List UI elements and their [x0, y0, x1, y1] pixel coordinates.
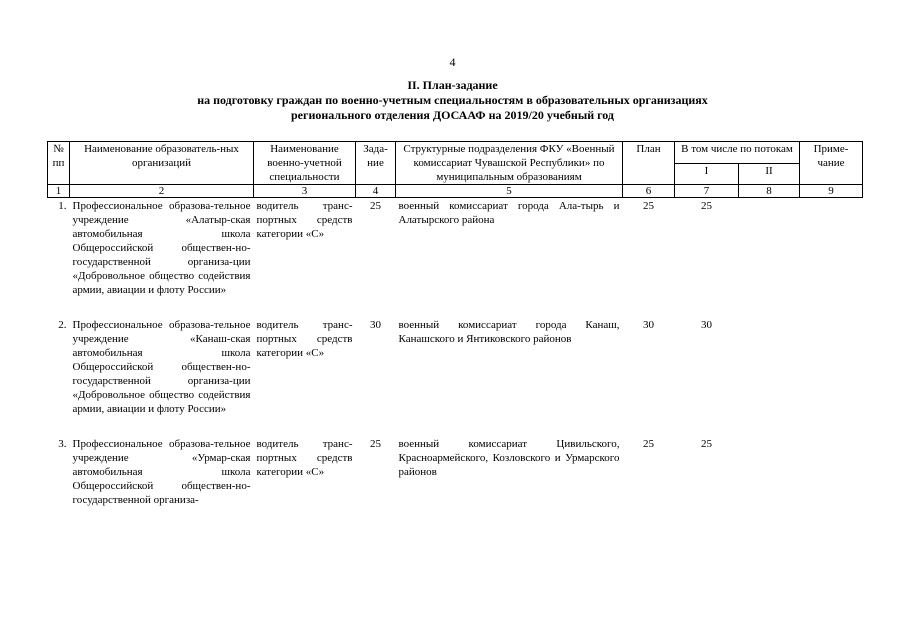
row-stream-1: 25: [701, 438, 712, 450]
header-stream-2: II: [739, 163, 800, 185]
row-struct: военный комиссариат Цивильского, Красноармейского, Козловского и Урмарского районов: [398, 438, 620, 478]
row-plan: 25: [643, 438, 654, 450]
column-number: 6: [623, 185, 675, 198]
column-number: 4: [356, 185, 396, 198]
header-num: № пп: [48, 142, 70, 185]
document-title: [0, 78, 905, 123]
header-plan: План: [623, 142, 675, 185]
column-number: 7: [675, 185, 739, 198]
row-plan: 30: [643, 319, 654, 331]
table-header: [48, 142, 863, 185]
header-stream-1: I: [675, 163, 739, 185]
title-line-2: на подготовку граждан по военно-учетным специальностям в образовательных организациях: [197, 93, 708, 107]
column-number: 1: [48, 185, 70, 198]
row-task: 25: [370, 438, 381, 450]
row-num: 1.: [58, 200, 67, 212]
row-org: Профессиональное образова-тельное учреждение «Алатыр-ская автомобильная школа Общероссийской обществен-но-государственной организа-ции «Добровольное общество содействия армии, авиации и флоту России»: [72, 200, 251, 296]
header-task: Зада-ние: [356, 142, 396, 185]
column-number: 5: [396, 185, 623, 198]
column-number: 2: [70, 185, 254, 198]
header-org: Наименование образователь-ных организаций: [70, 142, 254, 185]
column-number: 3: [254, 185, 356, 198]
row-spec: водитель транс-портных средств категории «С»: [256, 200, 353, 240]
row-num: 2.: [58, 319, 67, 331]
row-note: [800, 436, 863, 507]
row-spec: водитель транс-портных средств категории «С»: [256, 319, 353, 359]
plan-table: [47, 141, 863, 507]
column-numbers-row: [48, 185, 863, 198]
row-task: 30: [370, 319, 381, 331]
row-spec: водитель транс-портных средств категории «С»: [256, 438, 353, 478]
header-streams: В том числе по потокам: [675, 142, 800, 164]
column-number: 9: [800, 185, 863, 198]
header-spec: Наименование военно-учетной специальности: [254, 142, 356, 185]
table-row: [48, 317, 863, 416]
header-note: Приме-чание: [800, 142, 863, 185]
row-num: 3.: [58, 438, 67, 450]
row-stream-2: [739, 436, 800, 507]
row-plan: 25: [643, 200, 654, 212]
row-struct: военный комиссариат города Канаш, Канашского и Янтиковского районов: [398, 319, 620, 345]
column-number: 8: [739, 185, 800, 198]
header-struct: Структурные подразделения ФКУ «Военный комиссариат Чувашской Республики» по муниципальным образованиям: [396, 142, 623, 185]
table-row: [48, 436, 863, 507]
row-stream-1: 25: [701, 200, 712, 212]
page-number: 4: [449, 55, 456, 69]
title-line-1: II. План-задание: [407, 78, 498, 92]
row-note: [800, 317, 863, 416]
row-org: Профессиональное образова-тельное учреждение «Канаш-ская автомобильная школа Общероссийской обществен-но-государственной организа-ции «Добровольное общество содействия армии, авиации и флоту России»: [72, 319, 251, 415]
row-note: [800, 198, 863, 298]
row-stream-2: [739, 317, 800, 416]
row-struct: военный комиссариат города Ала-тырь и Алатырского района: [398, 200, 620, 226]
table-row: [48, 198, 863, 298]
row-stream-1: 30: [701, 319, 712, 331]
row-task: 25: [370, 200, 381, 212]
row-org: Профессиональное образова-тельное учреждение «Урмар-ская автомобильная школа Общероссийской обществен-но-государственной организа-: [72, 438, 251, 506]
row-stream-2: [739, 198, 800, 298]
title-line-3: регионального отделения ДОСААФ на 2019/20 учебный год: [291, 108, 614, 122]
